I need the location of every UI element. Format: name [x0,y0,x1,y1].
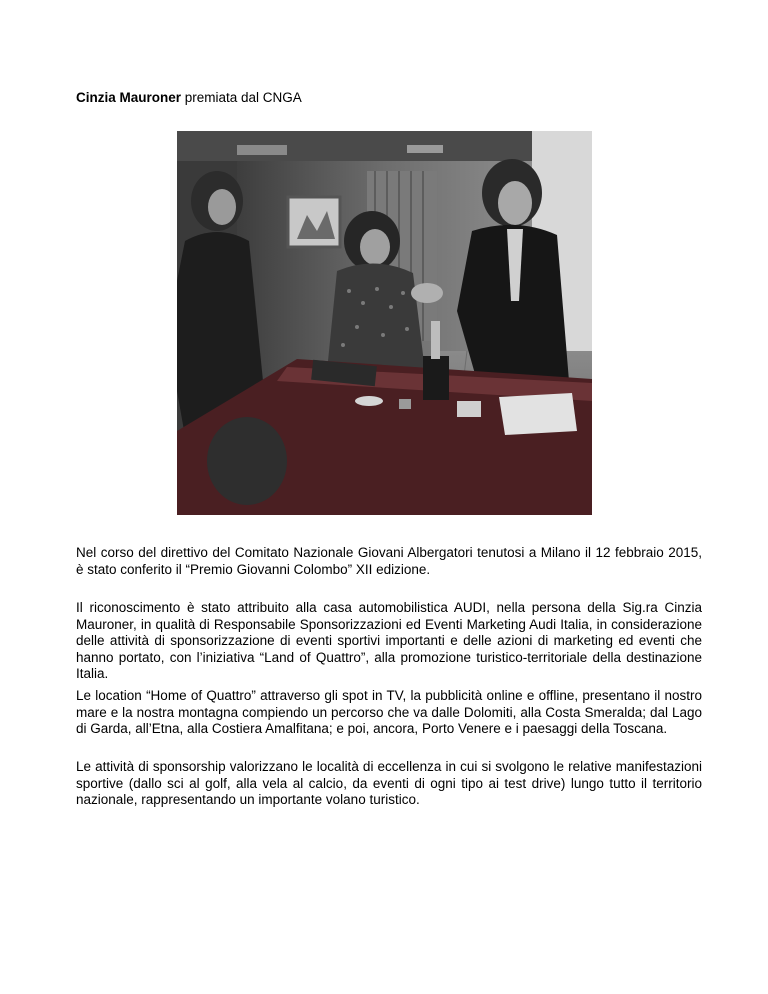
paragraph-4: Le attività di sponsorship valorizzano le località di eccellenza in cui si svolgono le relative manifestazioni sportive (dallo sci al golf, alla vela al calcio, da eventi di ogni tipo ai test drive) lungo tutto il territorio nazionale, rappresentando un importante volano turistico. [76,759,702,807]
title-name: Cinzia Mauroner [76,90,182,105]
paragraph-3: Le location “Home of Quattro” attraverso gli spot in TV, la pubblicità online e offline, presentano il nostro mare e la nostra montagna compiendo un percorso che va dalle Dolomiti, alla Costa Smeralda; dal Lago di Garda, all’Etna, alla Costiera Amalfitana; e poi, ancora, Porto Venere e i paesaggi della Toscana. [76,688,702,736]
award-photo-drawing [177,131,592,515]
paragraph-1: Nel corso del direttivo del Comitato Nazionale Giovani Albergatori tenutosi a Milano il 12 febbraio 2015, è stato conferito il “Premio Giovanni Colombo” XII edizione. [76,545,702,577]
title-rest: premiata dal CNGA [181,90,302,105]
document-title [76,90,302,105]
award-photo [177,131,592,515]
paragraph-2: Il riconoscimento è stato attribuito alla casa automobilistica AUDI, nella persona della Sig.ra Cinzia Mauroner, in qualità di Responsabile Sponsorizzazioni ed Eventi Marketing Audi Italia, in considerazione delle attività di sponsorizzazione di eventi sportivi importanti e delle azioni di marketing ed eventi che hanno portato, con l’iniziativa “Land of Quattro”, alla promozione turistico-territoriale della destinazione Italia. [76,600,702,681]
